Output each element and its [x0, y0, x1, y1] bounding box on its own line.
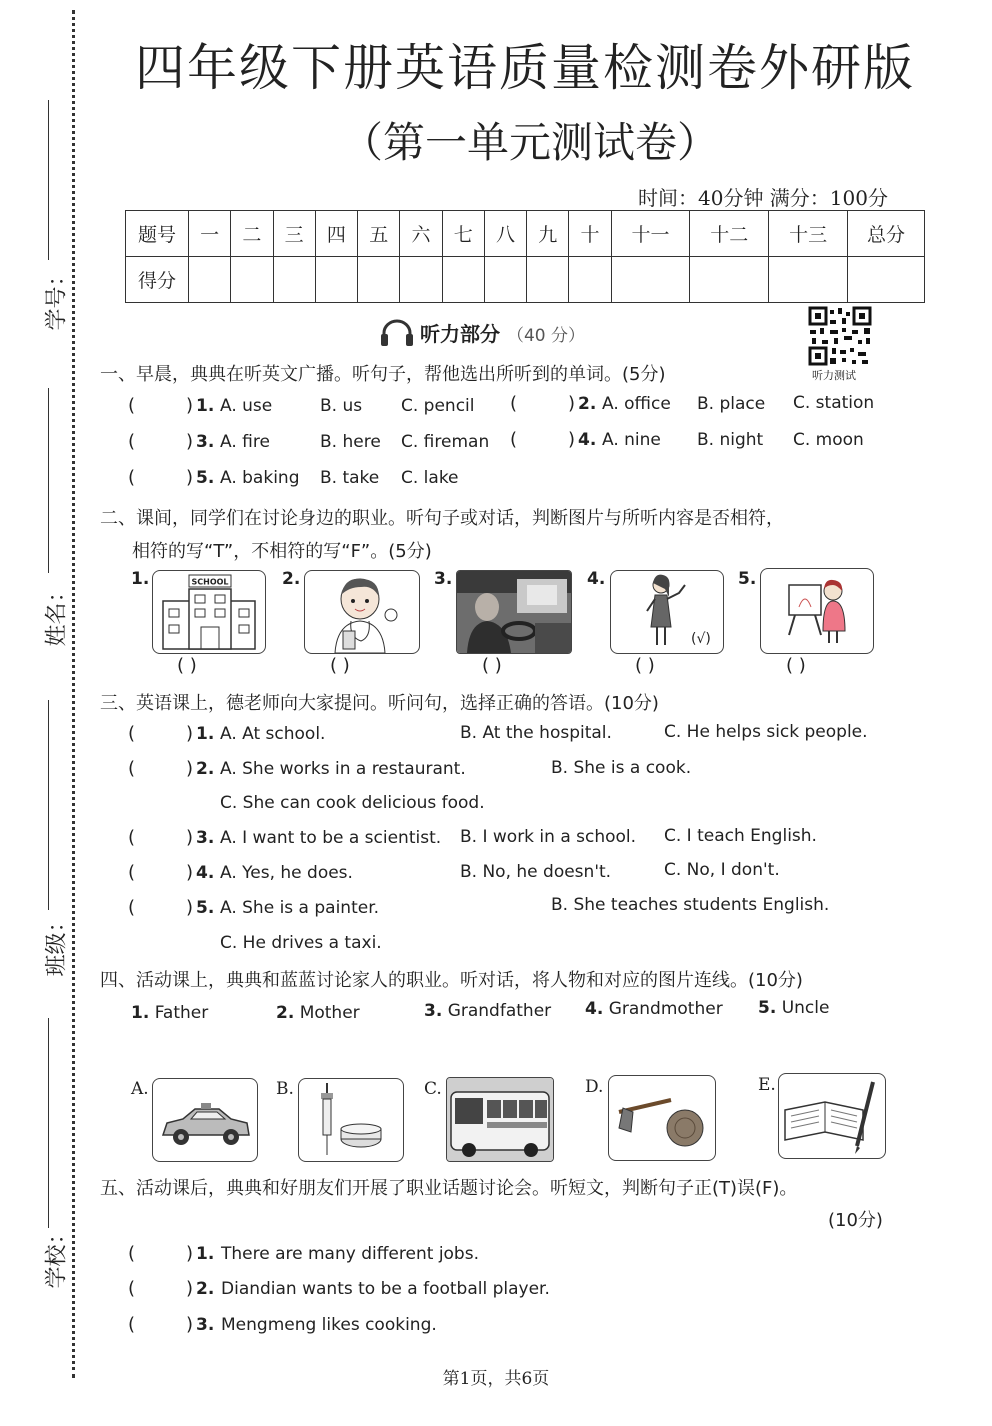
question-number: 1.: [196, 1244, 215, 1264]
school-icon: [153, 571, 265, 653]
teacher-picture: [610, 570, 724, 654]
section-1-title: 一、早晨，典典在听英文广播。听句子，帮他选出所听到的单词。(5分): [100, 364, 666, 385]
bus-picture[interactable]: [446, 1077, 554, 1162]
score-cell: 总分: [848, 211, 925, 257]
person-label: Grandmother: [608, 999, 723, 1019]
score-input-cell[interactable]: [442, 257, 484, 303]
answer-paren-left[interactable]: (: [128, 862, 136, 883]
answer-blank[interactable]: ( ): [786, 655, 806, 676]
option-c: C. No, I don't.: [664, 860, 780, 880]
option-a: A. I want to be a scientist.: [220, 828, 442, 848]
option-c: C. I teach English.: [664, 826, 817, 846]
doctor-picture: [304, 570, 420, 654]
answer-paren-left[interactable]: (: [128, 467, 136, 488]
answer-paren-left[interactable]: (: [128, 897, 136, 918]
painter-picture: [760, 568, 874, 654]
student-id-label: 学号：: [44, 264, 70, 331]
question-number: 2.: [196, 759, 215, 779]
option-c: C. He drives a taxi.: [220, 933, 382, 953]
score-table-score-row: [126, 257, 925, 303]
qr-label: 听力测试: [812, 369, 856, 382]
question-number: 4.: [196, 863, 215, 883]
option-b: B. I work in a school.: [460, 827, 637, 847]
answer-blank[interactable]: ( ): [482, 655, 502, 676]
school-label: 学校：: [44, 1222, 70, 1289]
student-id-line: [48, 100, 49, 260]
person-number: 5.: [758, 998, 777, 1018]
answer-paren-left[interactable]: (: [510, 393, 518, 414]
question-number: 2.: [578, 394, 597, 414]
score-input-cell[interactable]: [769, 257, 848, 303]
taxi-icon: [153, 1079, 257, 1161]
score-cell: 一: [189, 211, 231, 257]
score-cell: 十: [569, 211, 611, 257]
book-icon: [779, 1074, 885, 1158]
score-cell: 八: [484, 211, 526, 257]
name-label: 姓名：: [44, 580, 70, 647]
score-cell: 四: [315, 211, 357, 257]
section-4-title: 四、活动课上，典典和蓝蓝讨论家人的职业。听对话，将人物和对应的图片连线。(10分): [100, 970, 803, 991]
score-input-cell[interactable]: [231, 257, 273, 303]
score-table-header-row: [126, 211, 925, 257]
page-subtitle: （第一单元测试卷）: [340, 118, 719, 167]
score-input-cell[interactable]: [189, 257, 231, 303]
question-number: 5.: [196, 468, 215, 488]
option-a: A. nine: [602, 430, 661, 450]
answer-paren-left[interactable]: (: [128, 1278, 136, 1299]
score-input-cell[interactable]: [611, 257, 690, 303]
score-cell: 九: [527, 211, 569, 257]
option-b: B. She is a cook.: [551, 758, 692, 778]
answer-paren-right: ): [186, 758, 194, 779]
option-a: A. At school.: [220, 724, 326, 744]
name-line: [48, 388, 49, 573]
section-2-title: 二、课间，同学们在讨论身边的职业。听句子或对话，判断图片与所听内容是否相符，: [100, 508, 784, 529]
score-cell: 题号: [126, 211, 189, 257]
option-a: A. Yes, he does.: [220, 863, 353, 883]
answer-paren-right: ): [186, 1314, 194, 1335]
answer-paren-right: ): [568, 393, 576, 414]
score-input-cell[interactable]: [569, 257, 611, 303]
school-line: [48, 1018, 49, 1228]
score-cell: 十二: [690, 211, 769, 257]
question-number: 3.: [196, 828, 215, 848]
answer-paren-right: ): [186, 827, 194, 848]
question-number: 1.: [196, 724, 215, 744]
school-sign: SCHOOL: [191, 577, 229, 587]
option-a: A. office: [602, 394, 671, 414]
score-input-cell[interactable]: [400, 257, 442, 303]
headphones-icon: [380, 319, 414, 347]
picture-number: 1.: [131, 569, 150, 589]
answer-paren-left[interactable]: (: [128, 395, 136, 416]
person-number: 3.: [424, 1001, 443, 1021]
score-input-cell[interactable]: [484, 257, 526, 303]
statement-text: Mengmeng likes cooking.: [221, 1315, 437, 1335]
answer-paren-right: ): [568, 429, 576, 450]
person-item-uncle[interactable]: [758, 998, 829, 1018]
picture-letter: D.: [585, 1077, 604, 1097]
option-c: C. moon: [793, 430, 864, 450]
option-c: C. lake: [401, 468, 459, 488]
person-item-father[interactable]: [131, 1003, 208, 1023]
option-b: B. No, he doesn't.: [460, 862, 612, 882]
score-input-cell[interactable]: [690, 257, 769, 303]
painter-icon: [761, 569, 873, 653]
score-input-cell[interactable]: [273, 257, 315, 303]
person-item-mother[interactable]: [276, 1003, 360, 1023]
picture-number: 3.: [434, 569, 453, 589]
answer-paren-left[interactable]: (: [510, 429, 518, 450]
score-cell: 二: [231, 211, 273, 257]
option-b: B. night: [697, 430, 764, 450]
answer-paren-right: ): [186, 467, 194, 488]
answer-paren-left[interactable]: (: [128, 1243, 136, 1264]
check-mark: (√): [691, 631, 711, 647]
class-label: 班级：: [44, 910, 70, 977]
person-item-grandfather[interactable]: [424, 1001, 551, 1021]
option-a: A. She is a painter.: [220, 898, 380, 918]
picture-letter: B.: [276, 1079, 294, 1099]
score-cell: 六: [400, 211, 442, 257]
question-number: 2.: [196, 1279, 215, 1299]
question-number: 4.: [578, 430, 597, 450]
listening-heading-text: 听力部分: [420, 322, 500, 346]
answer-paren-left[interactable]: (: [128, 827, 136, 848]
qr-code-icon[interactable]: [808, 306, 872, 366]
score-cell: 三: [273, 211, 315, 257]
answer-paren-right: ): [186, 431, 194, 452]
answer-paren-right: ): [186, 1278, 194, 1299]
person-label: Mother: [299, 1003, 360, 1023]
option-b: B. us: [320, 396, 363, 416]
page-title: 四年级下册英语质量检测卷外研版: [135, 39, 915, 97]
picture-letter: A.: [131, 1079, 149, 1099]
section-3-title: 三、英语课上，德老师向大家提问。听问句，选择正确的答语。(10分): [100, 693, 659, 714]
question-number: 1.: [196, 396, 215, 416]
answer-blank[interactable]: ( ): [635, 655, 655, 676]
score-table: [125, 210, 925, 303]
answer-paren-right: ): [186, 395, 194, 416]
answer-paren-right: ): [186, 897, 194, 918]
bus-icon: [447, 1078, 553, 1161]
option-c: C. fireman: [401, 432, 490, 452]
option-a: A. use: [220, 396, 273, 416]
section-5-points: (10分): [828, 1210, 883, 1231]
answer-paren-right: ): [186, 1243, 194, 1264]
answer-paren-right: ): [186, 723, 194, 744]
statement-text: Diandian wants to be a football player.: [221, 1279, 550, 1299]
answer-blank[interactable]: ( ): [177, 655, 197, 676]
class-line: [48, 700, 49, 910]
nurse-tools-picture[interactable]: [298, 1078, 404, 1162]
score-input-cell[interactable]: [527, 257, 569, 303]
option-b: B. She teaches students English.: [551, 895, 830, 915]
score-input-cell[interactable]: [358, 257, 400, 303]
option-b: B. place: [697, 394, 766, 414]
person-label: Grandfather: [447, 1001, 552, 1021]
answer-paren-left[interactable]: (: [128, 758, 136, 779]
school-building-picture: [152, 570, 266, 654]
score-cell: 五: [358, 211, 400, 257]
syringe-icon: [299, 1079, 403, 1161]
answer-paren-left[interactable]: (: [128, 723, 136, 744]
question-number: 3.: [196, 1315, 215, 1335]
section-2-title-cont: 相符的写“T”，不相符的写“F”。(5分): [132, 541, 432, 562]
option-a: A. baking: [220, 468, 300, 488]
answer-paren-left[interactable]: (: [128, 431, 136, 452]
score-cell: 七: [442, 211, 484, 257]
option-b: B. here: [320, 432, 381, 452]
hoe-icon: [609, 1076, 715, 1160]
person-label: Father: [154, 1003, 209, 1023]
picture-number: 2.: [282, 569, 301, 589]
time-info: 时间：40分钟 满分：100分: [638, 186, 888, 210]
person-number: 4.: [585, 999, 604, 1019]
page-footer: 第1页，共6页: [442, 1369, 550, 1389]
picture-letter: C.: [424, 1079, 442, 1099]
section-5-title: 五、活动课后，典典和好朋友们开展了职业话题讨论会。听短文，判断句子正(T)误(F)。: [100, 1178, 798, 1199]
option-c: C. He helps sick people.: [664, 722, 868, 742]
answer-paren-right: ): [186, 862, 194, 883]
listening-points: （40 分）: [506, 326, 586, 346]
answer-blank[interactable]: ( ): [330, 655, 350, 676]
picture-letter: E.: [758, 1075, 776, 1095]
book-and-pen-picture[interactable]: [778, 1073, 886, 1159]
binding-dotted-line: [72, 10, 75, 1378]
option-a: A. She works in a restaurant.: [220, 759, 466, 779]
score-cell: 十三: [769, 211, 848, 257]
picture-number: 5.: [738, 569, 757, 589]
person-label: Uncle: [781, 998, 830, 1018]
bus-driver-icon: [457, 571, 571, 653]
statement-text: There are many different jobs.: [221, 1244, 479, 1264]
person-number: 1.: [131, 1003, 150, 1023]
option-b: B. take: [320, 468, 380, 488]
doctor-icon: [305, 571, 419, 653]
option-a: A. fire: [220, 432, 270, 452]
score-input-cell[interactable]: [848, 257, 925, 303]
question-number: 3.: [196, 432, 215, 452]
farming-tools-picture[interactable]: [608, 1075, 716, 1161]
score-row-label: 得分: [126, 257, 189, 303]
picture-number: 4.: [587, 569, 606, 589]
listening-heading: [380, 318, 585, 347]
taxi-picture[interactable]: [152, 1078, 258, 1162]
option-c: C. She can cook delicious food.: [220, 793, 485, 813]
answer-paren-left[interactable]: (: [128, 1314, 136, 1335]
teacher-icon: [611, 571, 723, 653]
option-c: C. pencil: [401, 396, 475, 416]
bus-driver-photo: [456, 570, 572, 654]
question-number: 5.: [196, 898, 215, 918]
score-cell: 十一: [611, 211, 690, 257]
option-c: C. station: [793, 393, 875, 413]
person-item-grandmother[interactable]: [585, 999, 723, 1019]
score-input-cell[interactable]: [315, 257, 357, 303]
person-number: 2.: [276, 1003, 295, 1023]
option-b: B. At the hospital.: [460, 723, 612, 743]
